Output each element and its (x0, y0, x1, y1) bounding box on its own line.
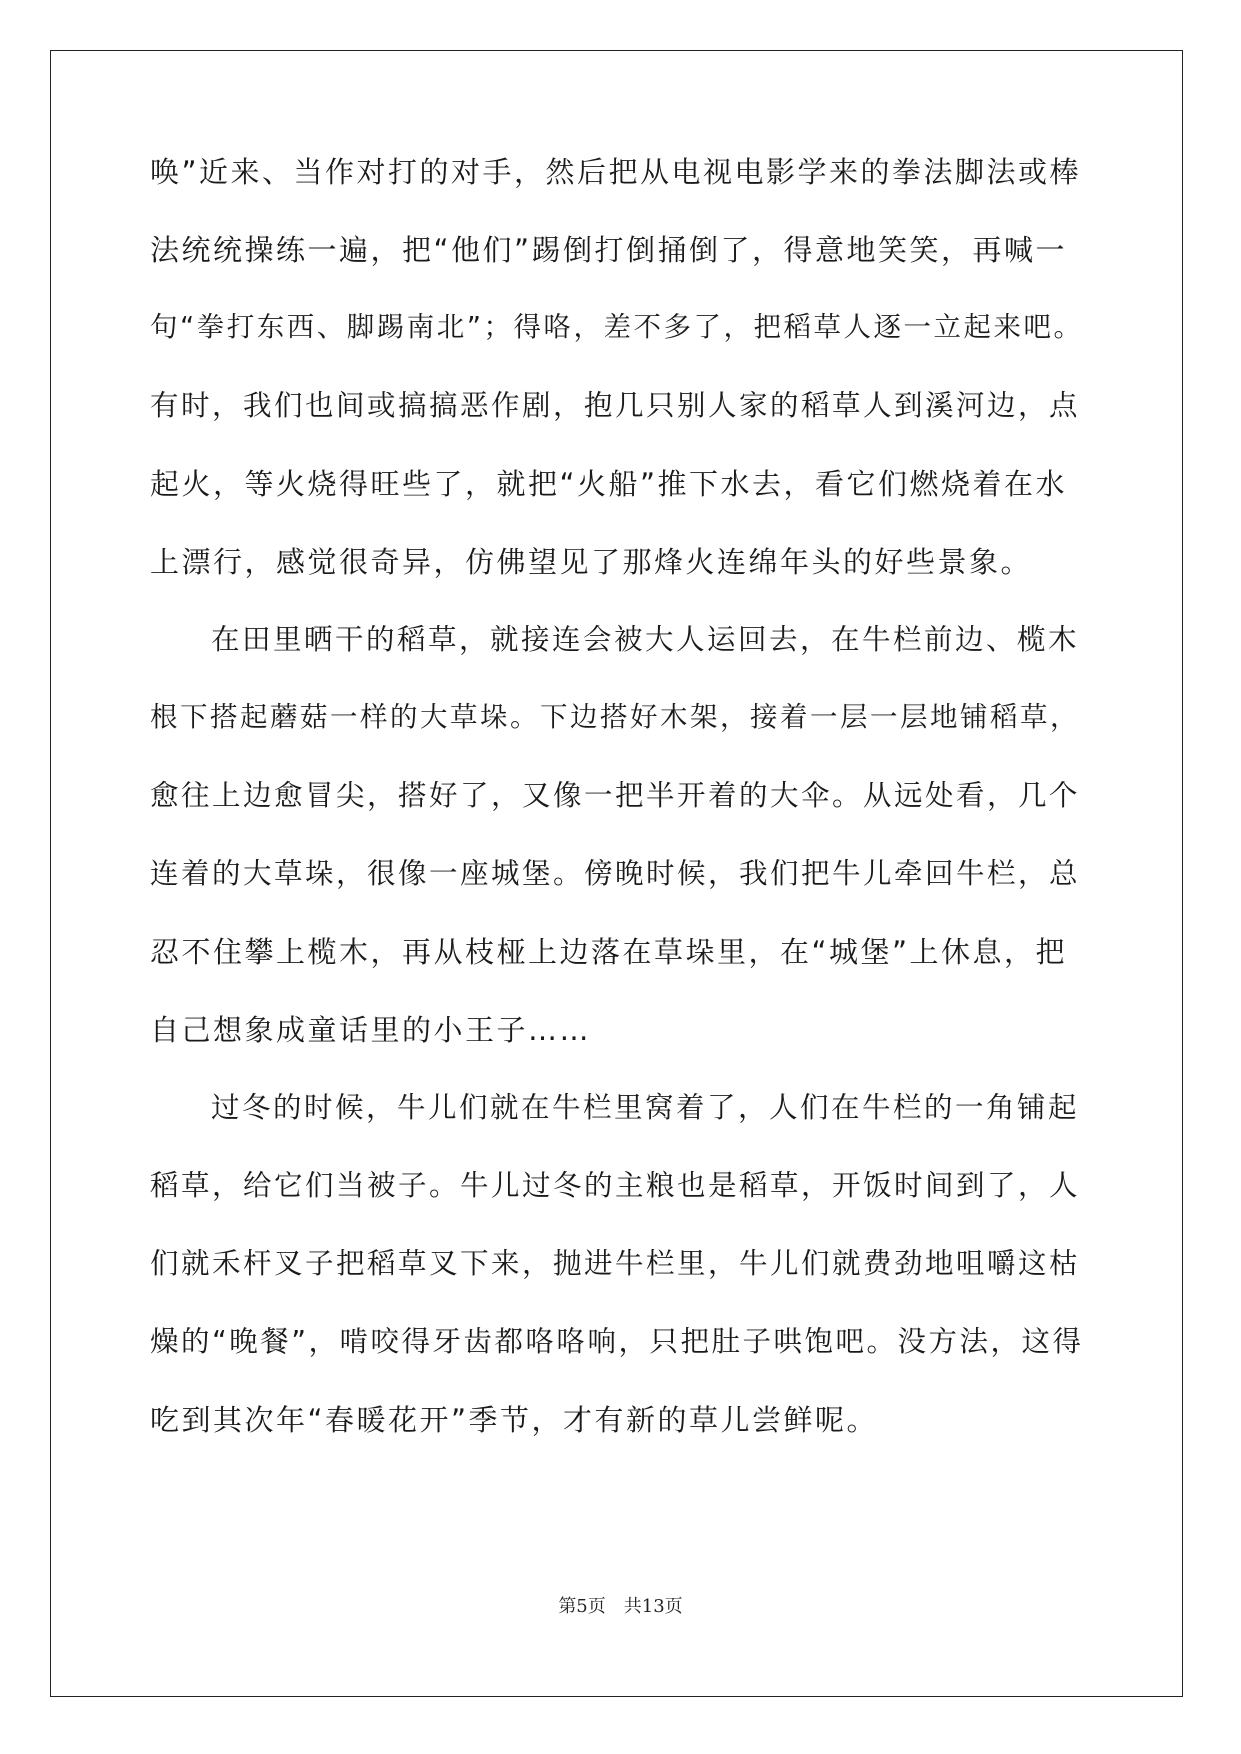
text-line: 句“拳打东西、脚踢南北”；得咯，差不多了，把稻草人逐一立起来吧。 (150, 311, 1084, 343)
text-line: 根下搭起蘑菇一样的大草垛。下边搭好木架，接着一层一层地铺稻草， (150, 701, 1080, 733)
text-line: 过冬的时候，牛儿们就在牛栏里窝着了，人们在牛栏的一角铺起 (211, 1091, 1080, 1124)
text-line: 在田里晒干的稻草，就接连会被大人运回去，在牛栏前边、榄木 (211, 623, 1080, 656)
page-number: 第5页 (558, 1596, 606, 1617)
text-line: 吃到其次年“春暖花开”季节，才有新的草儿尝鲜呢。 (150, 1403, 879, 1437)
text-line: 们就禾杆叉子把稻草叉下来，抛进牛栏里，牛儿们就费劲地咀嚼这枯 (150, 1247, 1081, 1280)
text-line: 起火，等火烧得旺些了，就把“火船”推下水去，看它们燃烧着在水 (150, 467, 1068, 501)
text-line: 有时，我们也间或搞搞恶作剧，抱几只别人家的稻草人到溪河边，点 (150, 389, 1081, 422)
text-line: 法统统操练一遍，把“他们”踢倒打倒捅倒了，得意地笑笑，再喊一 (150, 233, 1068, 267)
text-line: 连着的大草垛，很像一座城堡。傍晚时候，我们把牛儿牵回牛栏，总 (150, 857, 1081, 890)
text-line: 唤”近来、当作对打的对手，然后把从电视电影学来的拳法脚法或棒 (150, 155, 1082, 189)
text-line: 上漂行，感觉很奇异，仿佛望见了那烽火连绵年头的好些景象。 (150, 545, 1033, 579)
text-line: 自己想象成童话里的小王子…… (150, 1013, 592, 1047)
text-line: 燥的“晚餐”，啃咬得牙齿都咯咯响，只把肚子哄饱吧。没方法，这得 (150, 1325, 1084, 1358)
text-line: 忍不住攀上榄木，再从枝桠上边落在草垛里，在“城堡”上休息，把 (150, 935, 1068, 969)
text-line: 稻草，给它们当被子。牛儿过冬的主粮也是稻草，开饭时间到了，人 (150, 1169, 1081, 1202)
page-footer (0, 1592, 1241, 1618)
text-line: 愈往上边愈冒尖，搭好了，又像一把半开着的大伞。从远处看，几个 (150, 779, 1081, 812)
page-total: 共13页 (623, 1596, 683, 1617)
